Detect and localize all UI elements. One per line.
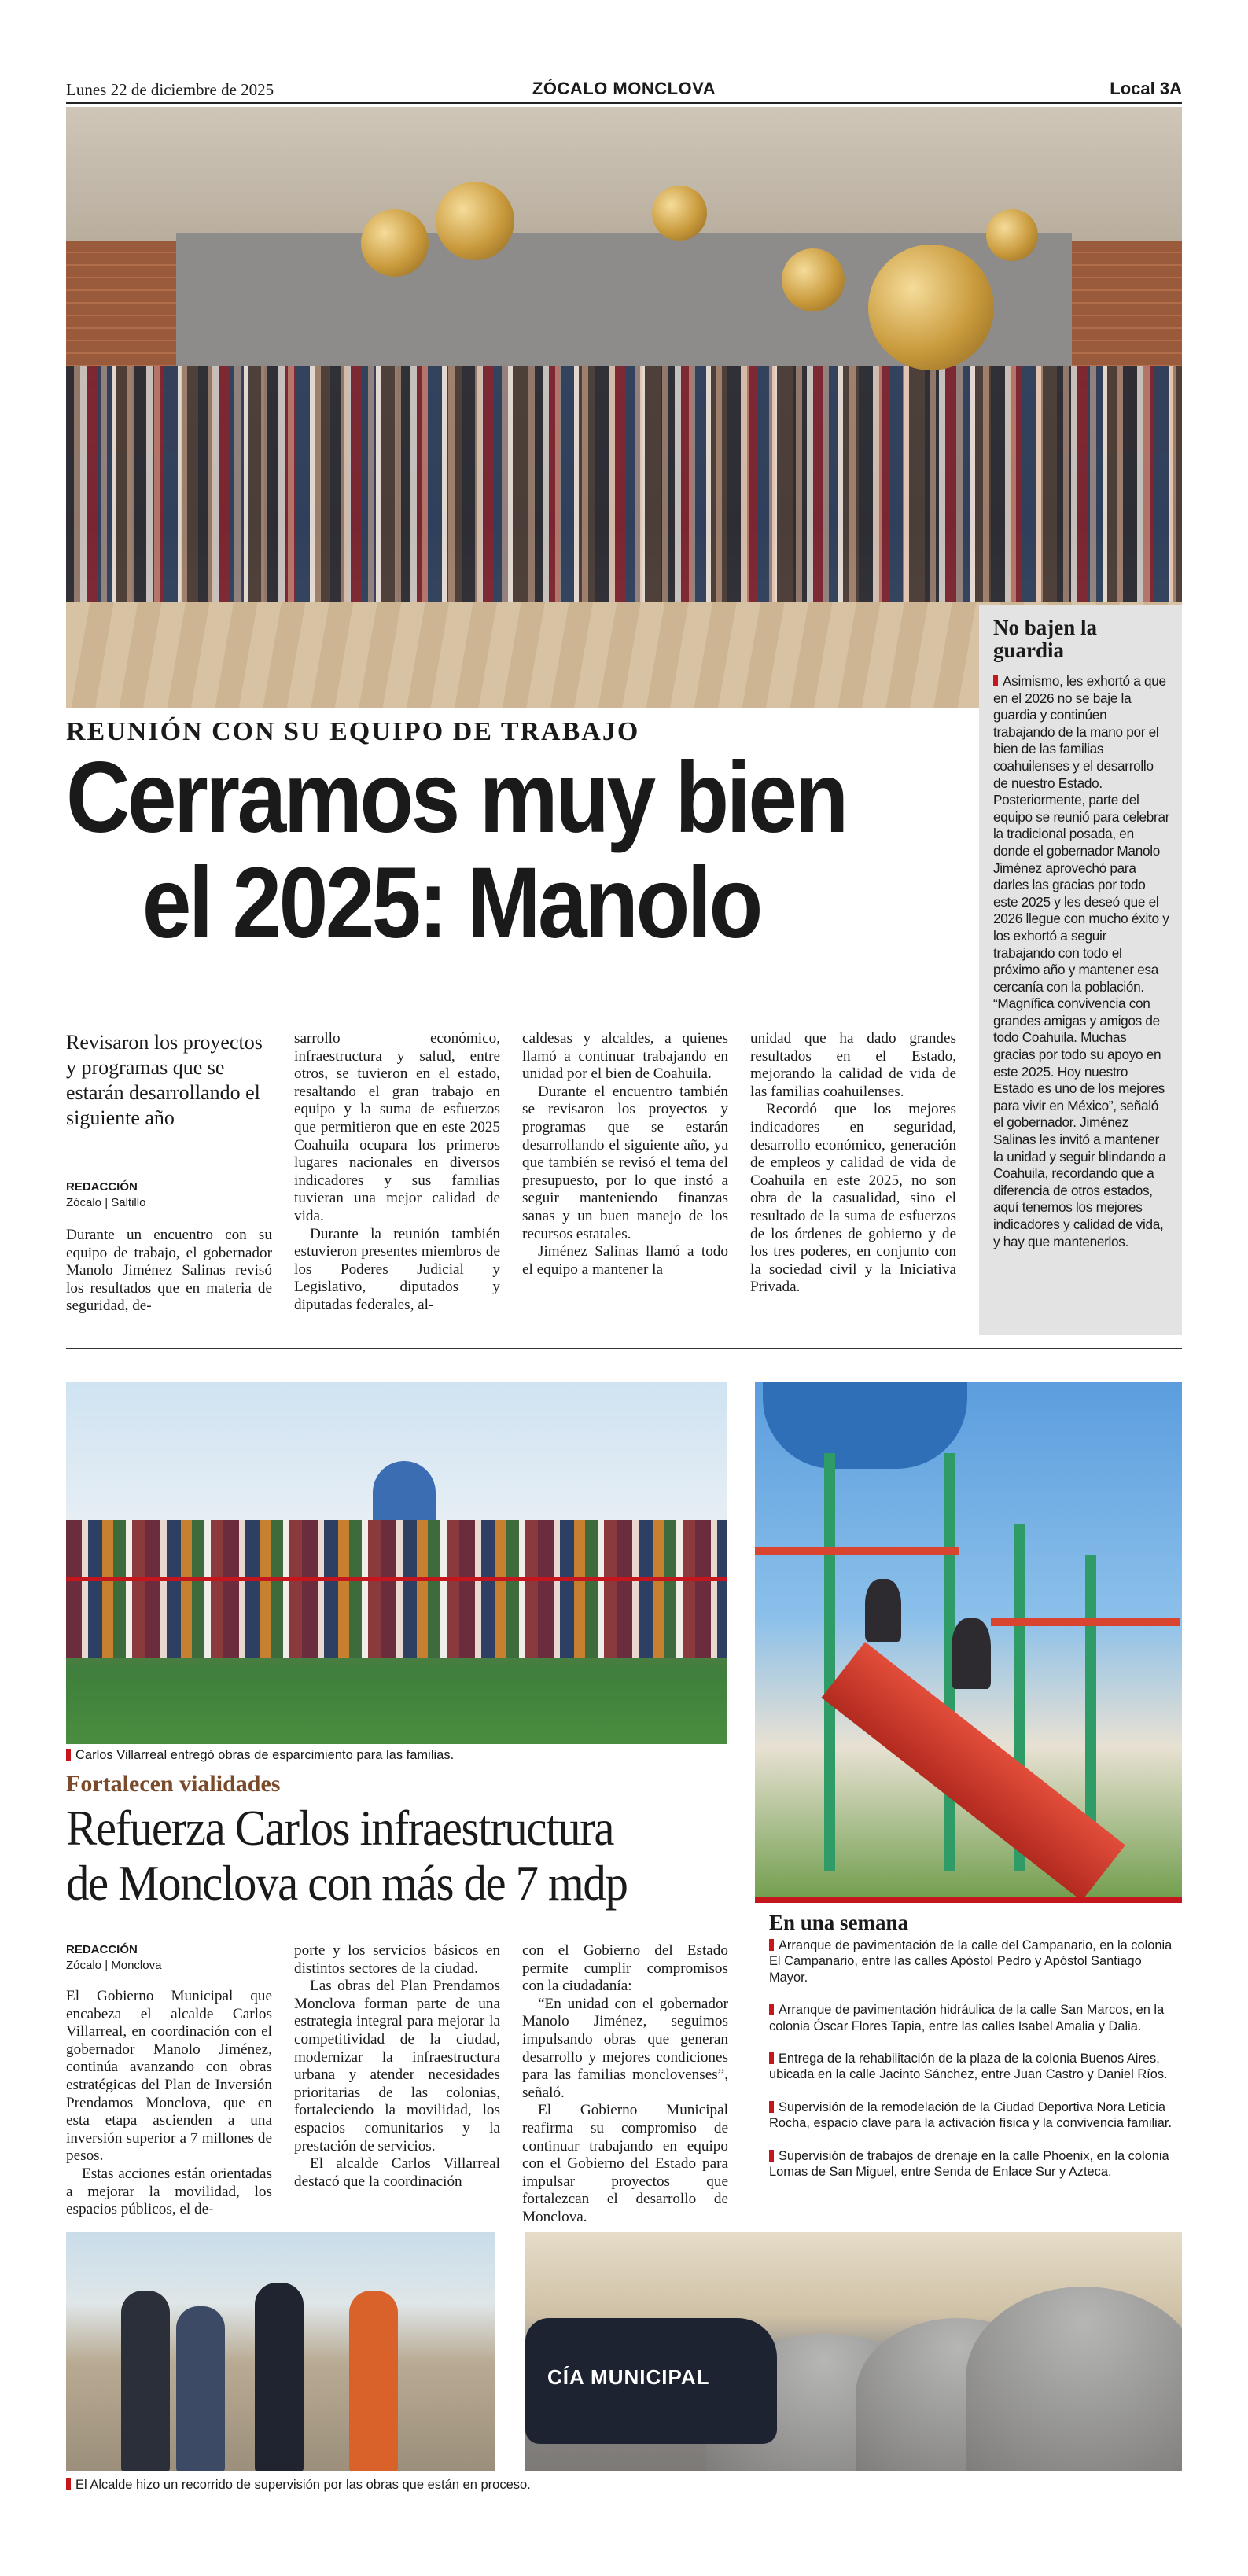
sidebar-title: No bajen la guardia — [993, 616, 1098, 662]
paragraph: Recordó que los mejores indicadores en seguridad, desarrollo económico, generación de empleos y calidad de vida de Coahuila en este 2025, no son obra de la casualidad, sino el resultado de la suma de esfuerzos de los órdenes de gobierno y de los tres poderes, en conjunto con la sociedad civil y la Iniciativa Privada. — [750, 1101, 956, 1296]
group-of-people — [66, 1520, 727, 1658]
paragraph: Jiménez Salinas llamó a todo el equipo a mantener la — [522, 1243, 728, 1278]
paragraph: Durante el encuentro también se revisaron los proyectos y programas que se estarán desarrollando el siguiente año, ya que también se revisó el tema del presupuesto, por lo que instó a seguir manteniendo finanzas sanas y un buen manejo de los recursos estatales. — [522, 1083, 728, 1242]
ornament-icon — [986, 209, 1038, 261]
story1-column-2 — [294, 1030, 500, 1315]
supervision-walk-photo — [66, 2232, 495, 2471]
playground-rail — [991, 1618, 1180, 1626]
story2-kicker: Fortalecen vialidades — [66, 1771, 281, 1797]
paragraph: El Gobierno Municipal que encabeza el alcalde Carlos Villarreal, en coordinación con el gobernador Manolo Jiménez, continúa avanzando con obras estratégicas del Plan de Inversión Prendamos Monclova, que en esta etapa ascienden a una inversión superior a 7 millones de pesos. — [66, 1988, 272, 2165]
story2-column-3 — [522, 1942, 728, 2227]
paragraph: unidad que ha dado grandes resultados en el Estado, mejorando la calidad de vida de las familias coahuilenses. — [750, 1030, 956, 1100]
list-item — [755, 2002, 1182, 2034]
paragraph: El alcalde Carlos Villarreal destacó que la coordinación — [294, 2155, 500, 2190]
byline-author: REDACCIÓN — [66, 1943, 138, 1956]
child-figure — [952, 1618, 991, 1689]
sidebar-text: Asimismo, les exhortó a que en el 2026 no se baje la guardia y continúen trabajando de la mano por el bien de las familias coahuilenses y el desarrollo de nuestro Estado. Posteriormente, parte del equipo se reunió para celebrar la tradicional posada, en donde el gobernador Manolo Jiménez aprovechó para darles las gracias por todo este 2025 y les deseó que el 2026 llegue con mucho éxito y los exhortó a seguir trabajando con todo el próximo año y mantener esa cercanía con la población. “Magnífica convivencia con grandes amigas y amigos de todo Coahuila. Muchas gracias por todo su apoyo en este 2025. Hoy nuestro Estado es uno de los mejores para vivir en México”, señaló el gobernador. Jiménez Salinas les invitó a mantener la unidad y seguir blindando a Coahuila, recordando que a diferencia de otros estados, aquí tenemos los mejores indicadores y calidad de vida, y hay que mantenerlos. — [993, 673, 1170, 1249]
page-header — [66, 77, 1182, 104]
bullet-mark-icon — [66, 1749, 71, 1761]
story2-headline — [66, 1801, 695, 1911]
headline-line-2: el 2025: Manolo — [142, 847, 760, 959]
paragraph: Las obras del Plan Prendamos Monclova forman parte de una estrategia integral para mejorar la competitividad de la ciudad, modernizar la infraestructura urbana y atender necesidades prioritarias de las colonias, fortaleciendo la movilidad, los espacios comunitarios y la prestación de servicios. — [294, 1978, 500, 2155]
caption-text: El Alcalde hizo un recorrido de supervisión por las obras que están en proceso. — [75, 2478, 531, 2492]
bullet-mark-icon — [769, 2052, 774, 2064]
byline-author: REDACCIÓN — [66, 1180, 138, 1194]
bullet-mark-icon — [769, 1939, 774, 1951]
box-title: En una semana — [769, 1911, 909, 1934]
list-item-text: Arranque de pavimentación de la calle del Campanario, en la colonia El Campanario, entre las calles Apóstol Pedro y Apóstol Santiago Mayor. — [769, 1938, 1173, 1985]
story1-byline — [66, 1179, 272, 1216]
story1-dek: Revisaron los proyectos y programas que se estarán desarrollando el siguiente año — [66, 1031, 263, 1129]
caption-text: Carlos Villarreal entregó obras de esparcimiento para las familias. — [75, 1748, 455, 1762]
child-figure — [865, 1579, 901, 1642]
paragraph: Durante un encuentro con su equipo de trabajo, el gobernador Manolo Jiménez Salinas revisó los resultados que en materia de seguridad, de- — [66, 1227, 272, 1315]
list-item — [755, 2148, 1182, 2180]
ornament-icon — [436, 182, 514, 260]
bullet-mark-icon — [769, 2101, 774, 2113]
playground-structure — [373, 1461, 436, 1524]
byline-place: Zócalo | Saltillo — [66, 1196, 146, 1209]
list-item-text: Entrega de la rehabilitación de la plaza de la colonia Buenos Aires, ubicada en la calle Jacinto Sánchez, entre Juan Castro y Daniel Ríos. — [769, 2052, 1168, 2082]
playground-pole — [824, 1453, 835, 1871]
publication-name: ZÓCALO MONCLOVA — [532, 79, 716, 98]
paragraph: caldesas y alcaldes, a quienes llamó a continuar trabajando en unidad por el bien de Coahuila. — [522, 1030, 728, 1083]
list-item — [755, 2099, 1182, 2132]
person-figure — [255, 2283, 304, 2471]
person-figure — [121, 2291, 170, 2471]
section-divider — [66, 1348, 1182, 1352]
bullet-mark-icon — [769, 2004, 774, 2015]
paragraph: Durante la reunión también estuvieron presentes miembros de los Poderes Judicial y Legislativo, diputados y diputadas federales, al- — [294, 1225, 500, 1313]
story2-column-1 — [66, 1988, 272, 2219]
bottom-photo-caption — [66, 2477, 852, 2493]
ribbon-cutting-photo — [66, 1382, 727, 1744]
paragraph: con el Gobierno del Estado permite cumplir compromisos con la ciudadanía: — [522, 1942, 728, 1995]
headline-line-1: Refuerza Carlos infraestructura — [66, 1800, 614, 1856]
red-ribbon — [66, 1577, 727, 1581]
sidebar-box — [979, 605, 1182, 1335]
ornament-icon — [652, 186, 707, 241]
story1-kicker: REUNIÓN CON SU EQUIPO DE TRABAJO — [66, 717, 640, 746]
list-item-text: Supervisión de trabajos de drenaje en la calle Phoenix, en la colonia Lomas de San Miguel, entre Senda de Enlace Sur y Azteca. — [769, 2148, 1169, 2180]
section-page: Local 3A — [1110, 79, 1182, 98]
photo-accent-bar — [755, 1897, 1182, 1903]
ornament-icon — [782, 248, 845, 311]
ornament-icon — [868, 245, 994, 370]
bullet-mark-icon — [993, 675, 998, 686]
playground-rail — [755, 1547, 959, 1555]
list-item — [755, 1938, 1182, 1985]
story1-column-3 — [522, 1030, 728, 1279]
story1-headline — [66, 742, 862, 959]
paragraph: “En unidad con el gobernador Manolo Jiménez, seguimos impulsando obras que generan desarrollo y mejores condiciones para las familias monclovenses”, señaló. — [522, 1995, 728, 2101]
list-item-text: Arranque de pavimentación hidráulica de la calle San Marcos, en la colonia Óscar Flores Tapia, entre las calles Isabel Amalia y Dalia. — [769, 2003, 1165, 2033]
playground-photo — [755, 1382, 1182, 1903]
truck-label: CÍA MUNICIPAL — [547, 2365, 710, 2389]
park-photo-caption — [66, 1747, 727, 1763]
headline-line-1: Cerramos muy bien — [66, 742, 846, 854]
gravel-pile — [966, 2287, 1182, 2471]
story2-byline — [66, 1942, 272, 1974]
bullet-mark-icon — [66, 2478, 71, 2490]
crowd-faces — [66, 366, 1182, 602]
list-item-text: Supervisión de la remodelación de la Ciudad Deportiva Nora Leticia Rocha, espacio clave para la activación física y la convivencia familiar. — [769, 2099, 1172, 2131]
story1-column-1 — [66, 1227, 272, 1316]
issue-date: Lunes 22 de diciembre de 2025 — [66, 80, 274, 99]
person-figure — [349, 2291, 398, 2471]
story1-column-4 — [750, 1030, 956, 1297]
paragraph: El Gobierno Municipal reafirma su compromiso de continuar trabajando en equipo con el Gobierno del Estado para impulsar proyectos que fortalezcan el desarrollo de Monclova. — [522, 2102, 728, 2225]
ornament-icon — [361, 209, 429, 277]
playground-roof — [763, 1382, 967, 1469]
list-item — [755, 2051, 1182, 2083]
bullet-mark-icon — [769, 2150, 774, 2162]
byline-place: Zócalo | Monclova — [66, 1959, 162, 1972]
story2-column-2 — [294, 1942, 500, 2191]
paragraph: sarrollo económico, infraestructura y salud, entre otros, se tuvieron en el estado, resaltando el gran trabajo en equipo y la suma de esfuerzos que permitieron que en este 2025 Coahuila ocupara los primeros lugares nacionales en diversos indicadores y sus familias tuvieran una mejor calidad de vida. — [294, 1030, 500, 1224]
paragraph: Estas acciones están orientadas a mejorar la movilidad, los espacios públicos, el de- — [66, 2165, 272, 2218]
person-figure — [176, 2306, 225, 2471]
week-summary-box — [755, 1911, 1182, 2225]
construction-site-photo — [525, 2232, 1182, 2471]
paragraph: porte y los servicios básicos en distintos sectores de la ciudad. — [294, 1942, 500, 1977]
sidebar-body — [993, 673, 1171, 1250]
headline-line-2: de Monclova con más de 7 mdp — [66, 1855, 628, 1911]
